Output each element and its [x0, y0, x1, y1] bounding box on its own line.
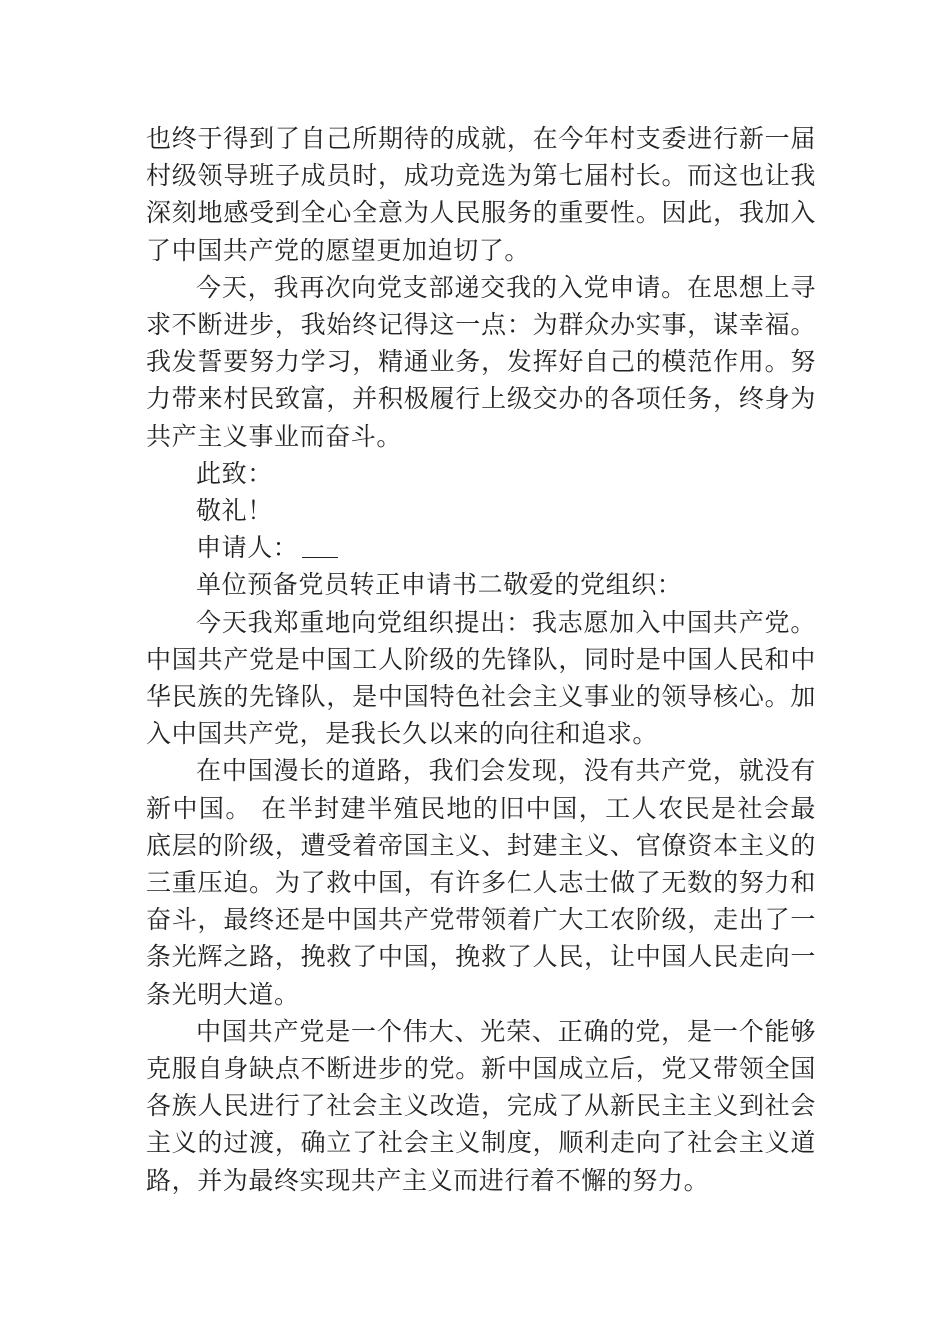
document-body: [146, 120, 816, 1199]
applicant-label: 申请人：: [196, 533, 299, 563]
signature-blank-line: [302, 531, 338, 558]
paragraph-second-letter-heading: 单位预备党员转正申请书二敬爱的党组织：: [196, 570, 683, 600]
paragraph-party-application: 今天我郑重地向党组织提出：我志愿加入中国共产党。中国共产党是中国工人阶级的先锋队，同时是中国人民和中华民族的先锋队，是中国特色社会主义事业的领导核心。加入中国共产党，是我长久以来的向往和追求。: [146, 607, 816, 749]
applicant-signature-line: [146, 529, 816, 566]
closing-salutation: 此致：: [196, 458, 273, 488]
closing-respect: 敬礼！: [196, 496, 273, 526]
paragraph-application-resubmission: 今天，我再次向党支部递交我的入党申请。在思想上寻求不断进步，我始终记得这一点：为群众办实事，谋幸福。我发誓要努力学习，精通业务，发挥好自己的模范作用。努力带来村民致富，并积极履行上级交办的各项任务，终身为共产主义事业而奋斗。: [146, 272, 816, 451]
paragraph-history: 在中国漫长的道路，我们会发现，没有共产党，就没有新中国。 在半封建半殖民地的旧中国，工人农民是社会最底层的阶级，遭受着帝国主义、封建主义、官僚资本主义的三重压迫。为了救中国，有许多仁人志士做了无数的努力和奋斗，最终还是中国共产党带领着广大工农阶级，走出了一条光辉之路，挽救了中国，挽救了人民，让中国人民走向一条光明大道。: [146, 756, 816, 1009]
paragraph-party-greatness: 中国共产党是一个伟大、光荣、正确的党，是一个能够克服自身缺点不断进步的党。新中国成立后，党又带领全国各族人民进行了社会主义改造，完成了从新民主主义到社会主义的过渡，确立了社会主义制度，顺利走向了社会主义道路，并为最终实现共产主义而进行着不懈的努力。: [146, 1016, 816, 1195]
paragraph-continued-achievement: 也终于得到了自己所期待的成就，在今年村支委进行新一届村级领导班子成员时，成功竞选为第七届村长。而这也让我深刻地感受到全心全意为人民服务的重要性。因此，我加入了中国共产党的愿望更加迫切了。: [146, 124, 816, 265]
